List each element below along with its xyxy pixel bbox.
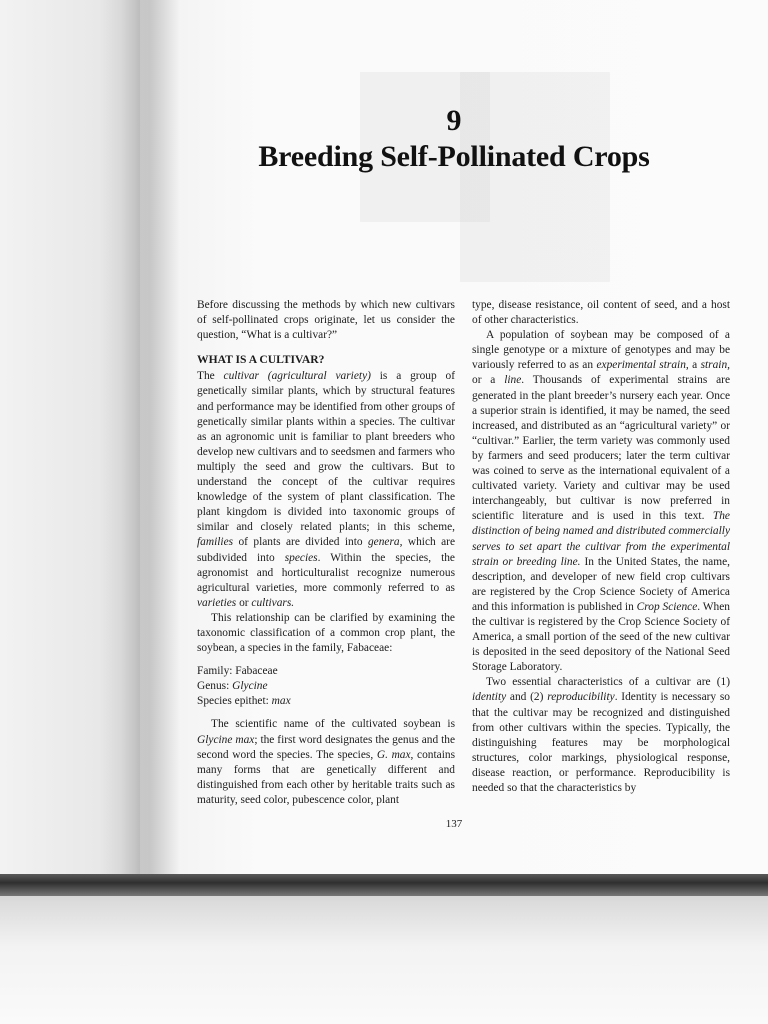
relationship-paragraph: This relationship can be clarified by examining the taxonomic classification of a common crop plant, the soybean, a species in the family, Fabaceae: (197, 611, 455, 655)
page-number: 137 (445, 818, 463, 830)
definition-paragraph: The cultivar (agricultural variety) is a group of genetically similar plants, which by structural features and performance may be identified from other groups of genetically similar plants within a species. The cultivar as an agronomic unit is familiar to plant breeders who develop new cultivars and to seedsmen and farmers who multiply the seed and grow the cultivars. But to understand the concept of the cultivar requires knowledge of the system of plant classification. The plant kingdom is divided into taxonomic groups of similar and closely related plants; in this scheme, families of plants are divided into genera, which are subdivided into species. Within the species, the agronomist and horticulturalist recognize numerous agricultural varieties, more commonly referred to as varieties or cultivars. (197, 370, 455, 609)
right-text-column (472, 298, 730, 796)
left-text-column (197, 298, 455, 808)
genus-line: Genus: Glycine (197, 680, 268, 693)
intro-paragraph: Before discussing the methods by which new cultivars of self-pollinated crops originate, let us consider the question, “What is a cultivar?” (197, 299, 455, 342)
scanner-surface (0, 896, 768, 1024)
characteristics-paragraph: Two essential characteristics of a cultivar are (1) identity and (2) reproducibility. Identity is necessary so that the cultivar may be recognized and distinguished from other cultivars within the species. Typically, the distinguishing features may be morphological structures, color markings, physiological response, disease reaction, or performance. Reproducibility is needed so that the characteristics by (472, 676, 730, 794)
taxonomy-list (197, 664, 455, 709)
population-paragraph: A population of soybean may be composed of a single genotype or a mixture of genotypes and may be variously referred to as an experimental strain, a strain, or a line. Thousands of experimental strains are generated in the plant breeder’s nursery each year. Once a superior strain is identified, it may be named, the seed increased, and distributed as an “agricultural variety” or “cultivar.” Earlier, the term variety was commonly used by farmers and seed producers; later the term cultivar was coined to serve as the international equivalent of a cultivated variety. Variety and cultivar may be used interchangeably, but cultivar is now preferred in scientific literature and is used in this text. The distinction of being named and distributed commercially serves to set apart the cultivar from the experimental strain or breeding line. In the United States, the name, description, and developer of new field crop cultivars are registered by the Crop Science Society of America and this information is published in Crop Science. When the cultivar is registered by the Crop Science Society of America, a small portion of the seed of the new cultivar is deposited in the seed depository of the National Seed Storage Laboratory. (472, 329, 731, 674)
chapter-title: Breeding Self-Pollinated Crops (258, 140, 650, 173)
scientific-name-paragraph: The scientific name of the cultivated soybean is Glycine max; the first word designates the genus and the second word the species. The species, G. max, contains many forms that are genetically different and distinguished from each other by heritable traits such as maturity, seed color, pubescence color, plant (197, 718, 456, 806)
chapter-number: 9 (446, 104, 462, 137)
epithet-line: Species epithet: max (197, 695, 291, 708)
book-bottom-edge (0, 874, 768, 896)
family-line: Family: Fabaceae (197, 665, 278, 678)
continuation-paragraph: type, disease resistance, oil content of seed, and a host of other characteristics. (472, 299, 730, 327)
section-heading: WHAT IS A CULTIVAR? (197, 353, 325, 367)
